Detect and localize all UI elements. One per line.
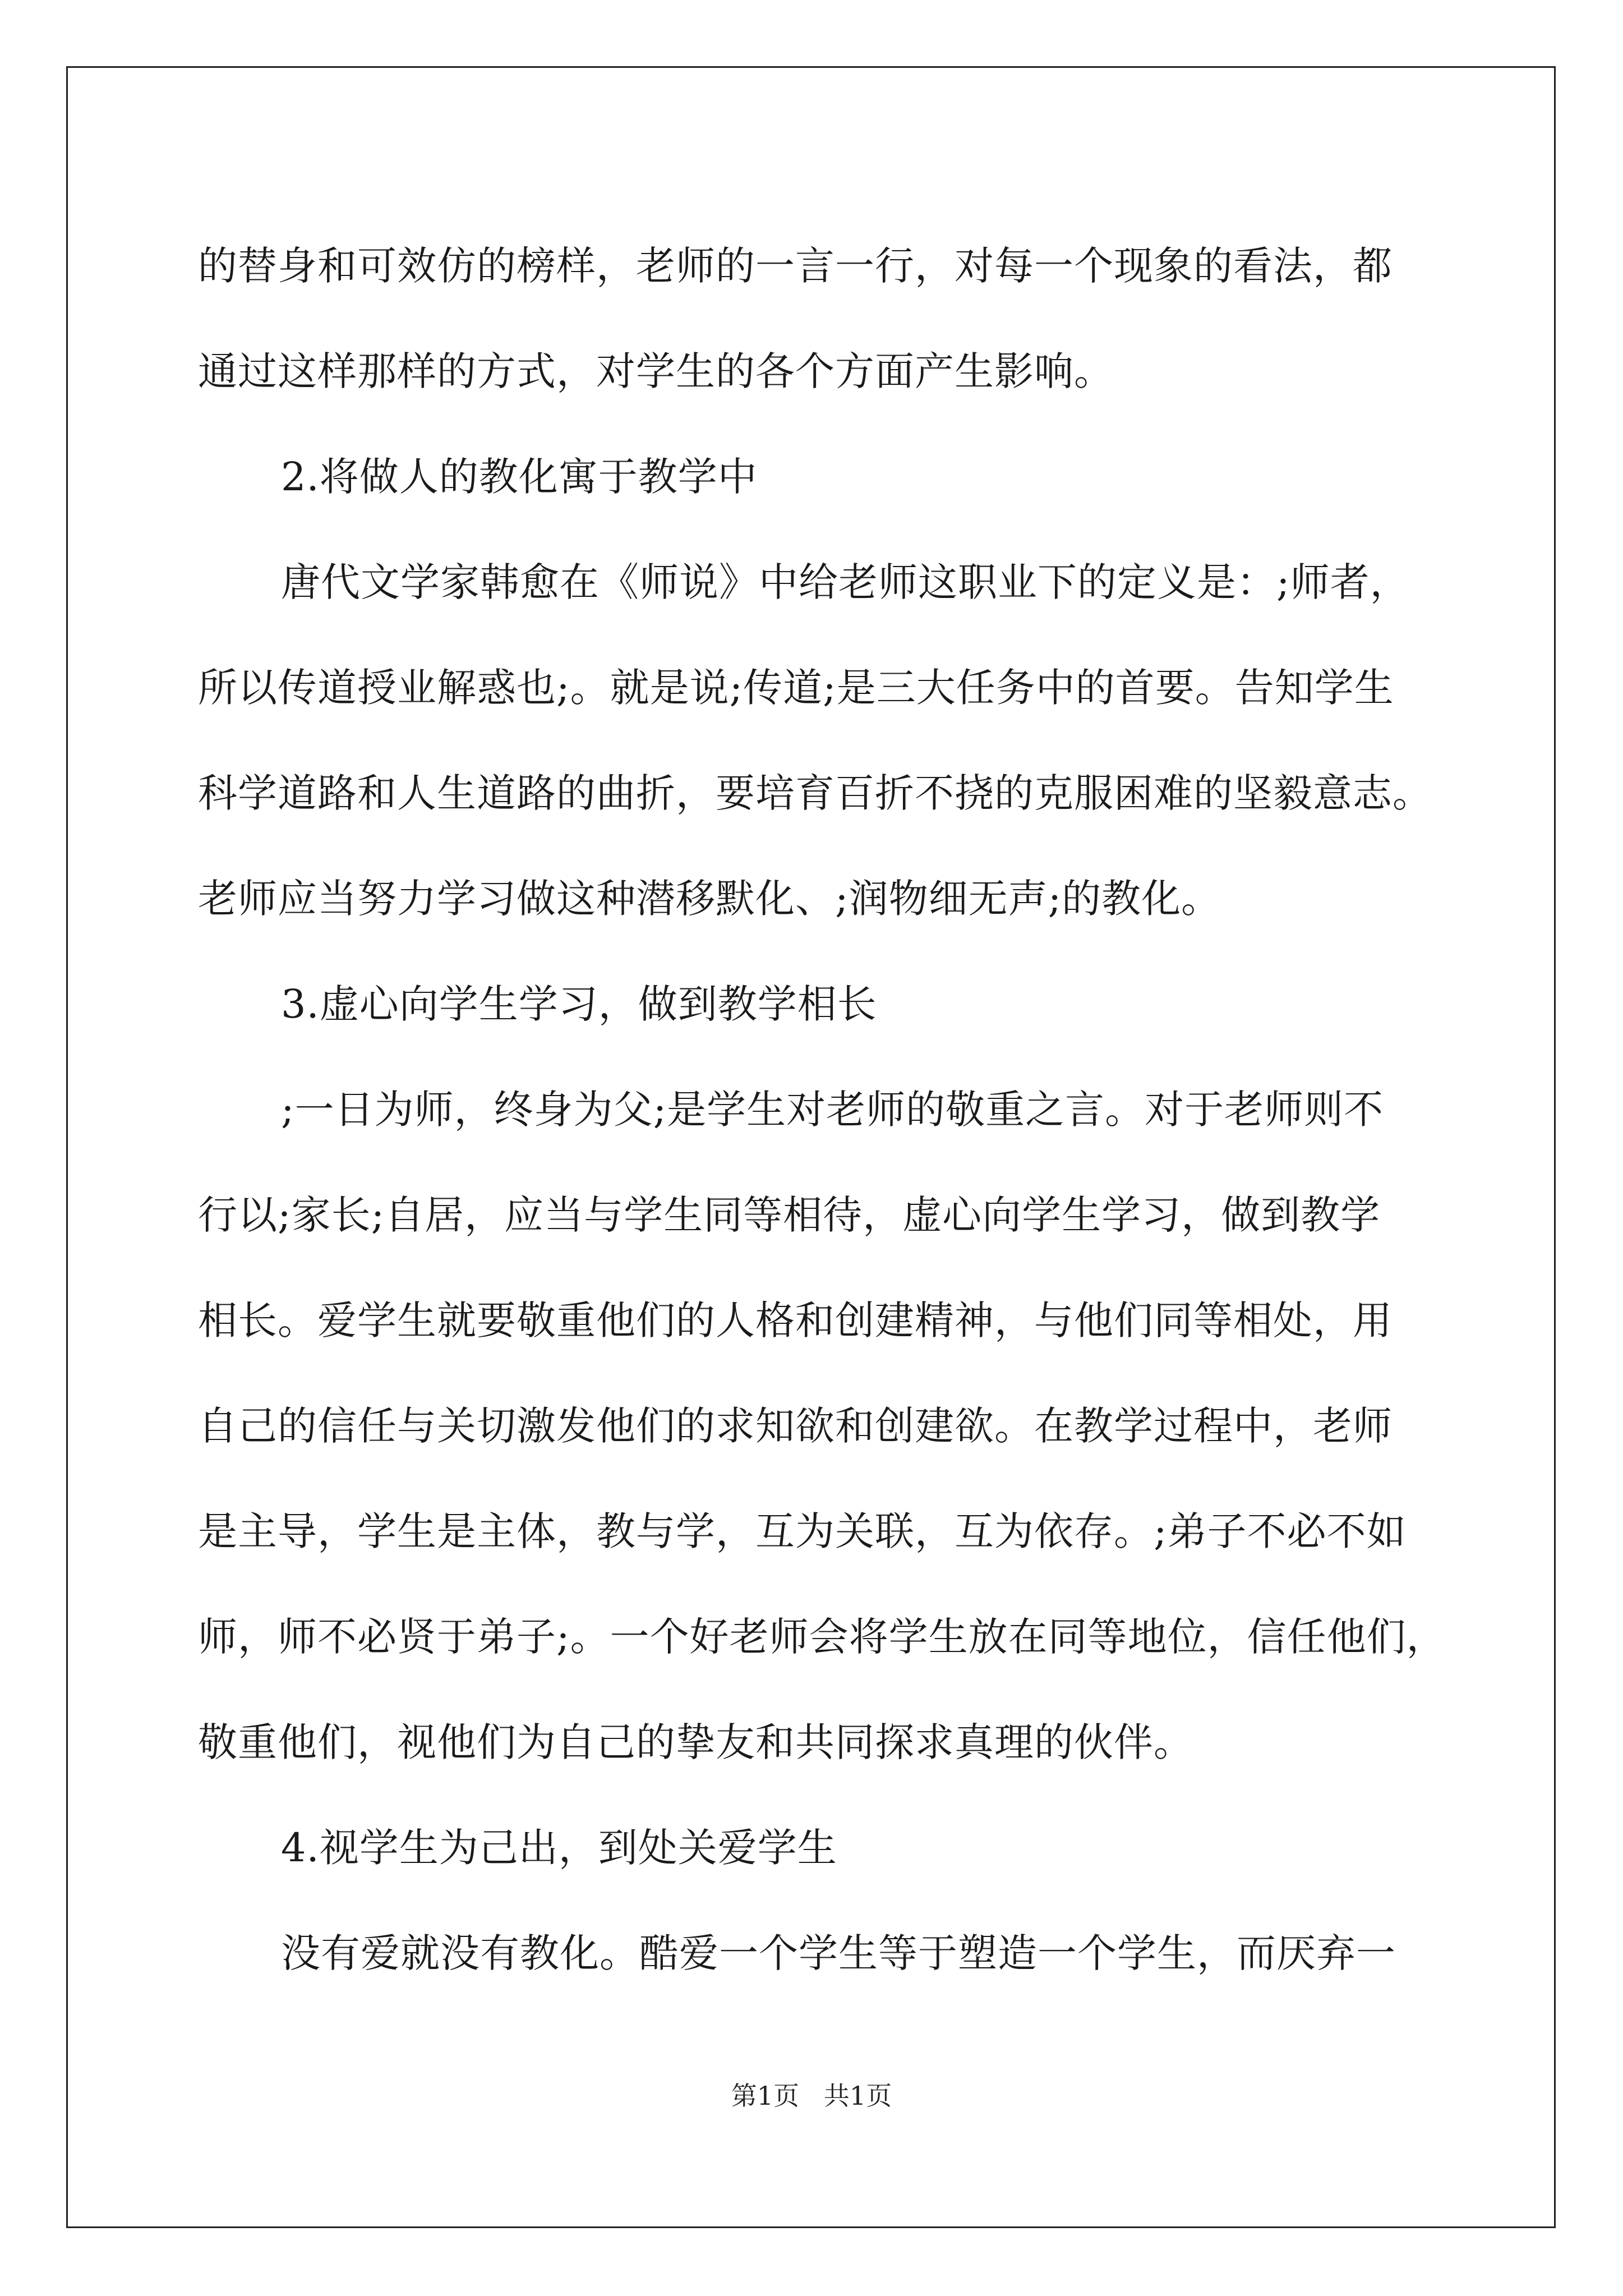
body-line: 相长。爱学生就要敬重他们的人格和创建精神，与他们同等相处，用 bbox=[198, 1297, 1393, 1343]
body-line: 敬重他们，视他们为自己的挚友和共同探求真理的伙伴。 bbox=[198, 1719, 1193, 1765]
body-line: 行以;家长;自居，应当与学生同等相待，虚心向学生学习，做到教学 bbox=[198, 1192, 1381, 1238]
body-line: 的替身和可效仿的榜样，老师的一言一行，对每一个现象的看法，都 bbox=[198, 243, 1393, 289]
body-line: 是主导，学生是主体，教与学，互为关联，互为依存。;弟子不必不如 bbox=[198, 1508, 1407, 1554]
body-line: 师，师不必贤于弟子;。一个好老师会将学生放在同等地位，信任他们， bbox=[198, 1614, 1446, 1660]
section-heading: 2.将做人的教化寓于教学中 bbox=[281, 454, 758, 500]
section-heading: 4.视学生为己出，到处关爱学生 bbox=[281, 1825, 837, 1871]
body-line: 老师应当努力学习做这种潜移默化、;润物细无声;的教化。 bbox=[198, 876, 1221, 922]
body-line: 唐代文学家韩愈在《师说》中给老师这职业下的定义是：;师者， bbox=[281, 559, 1410, 605]
body-line: 自己的信任与关切激发他们的求知欲和创建欲。在教学过程中，老师 bbox=[198, 1403, 1393, 1449]
body-line: 没有爱就没有教化。酷爱一个学生等于塑造一个学生，而厌弃一 bbox=[281, 1930, 1396, 1976]
body-line: 所以传道授业解惑也;。就是说;传道;是三大任务中的首要。告知学生 bbox=[198, 665, 1394, 711]
page-number-label: 第1页 共1页 bbox=[731, 2081, 892, 2111]
body-line: 科学道路和人生道路的曲折，要培育百折不挠的克服困难的坚毅意志。 bbox=[198, 770, 1432, 816]
body-line: ;一日为师，终身为父;是学生对老师的敬重之言。对于老师则不 bbox=[281, 1087, 1384, 1133]
page-footer bbox=[0, 2079, 1623, 2113]
body-line: 通过这样那样的方式，对学生的各个方面产生影响。 bbox=[198, 348, 1114, 394]
section-heading: 3.虚心向学生学习，做到教学相长 bbox=[281, 981, 877, 1027]
document-body bbox=[198, 213, 1460, 2006]
